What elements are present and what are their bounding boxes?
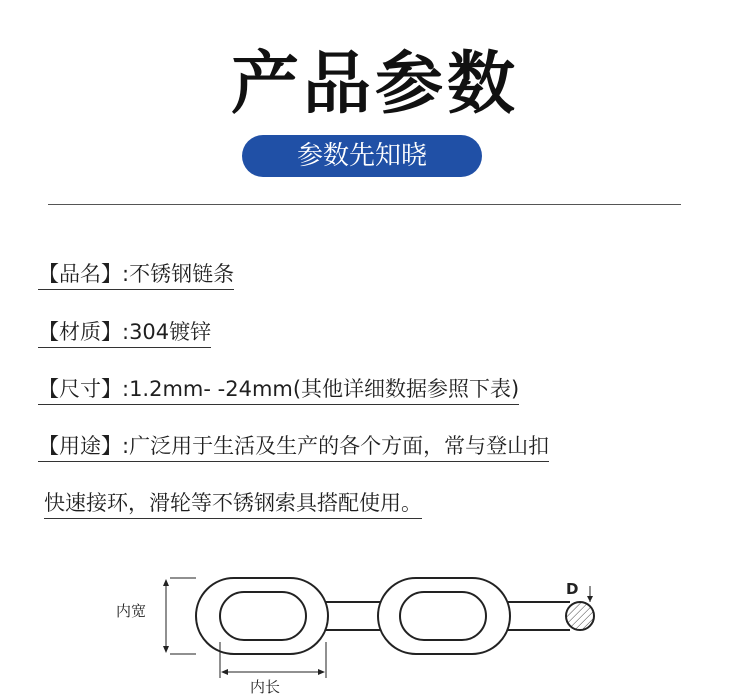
chain-diagram <box>100 560 620 699</box>
divider <box>48 204 681 205</box>
length-arrow-right <box>318 669 325 675</box>
param-name-value: :不锈钢链条 <box>122 262 235 286</box>
param-size-label: 【尺寸】 <box>38 377 122 401</box>
chain-link-1-inner <box>220 592 306 640</box>
inner-width-label: 内宽 <box>116 602 147 620</box>
param-usage-label: 【用途】 <box>38 434 122 458</box>
subtitle-badge: 参数先知晓 <box>242 135 482 177</box>
param-usage-continued: 快速接环，滑轮等不锈钢索具搭配使用。 <box>44 487 422 519</box>
param-name-label: 【品名】 <box>38 262 122 286</box>
param-usage-value: :广泛用于生活及生产的各个方面，常与登山扣 <box>122 434 550 458</box>
length-arrow-left <box>221 669 228 675</box>
param-size-value: :1.2mm- -24mm(其他详细数据参照下表) <box>122 377 520 401</box>
page-title: 产品参数 <box>230 45 519 124</box>
param-size-row <box>38 373 519 405</box>
inner-length-label: 内长 <box>250 678 281 696</box>
param-material-label: 【材质】 <box>38 320 122 344</box>
diameter-arrow <box>587 596 593 602</box>
param-usage-row <box>38 430 549 462</box>
param-name-row <box>38 258 234 290</box>
param-material-row <box>38 316 211 348</box>
diameter-label: D <box>566 580 579 598</box>
width-arrow-top <box>163 579 169 586</box>
width-arrow-bottom <box>163 646 169 653</box>
wire-cross-section <box>566 602 594 630</box>
chain-link-2-inner <box>400 592 486 640</box>
param-material-value: :304镀锌 <box>122 320 212 344</box>
